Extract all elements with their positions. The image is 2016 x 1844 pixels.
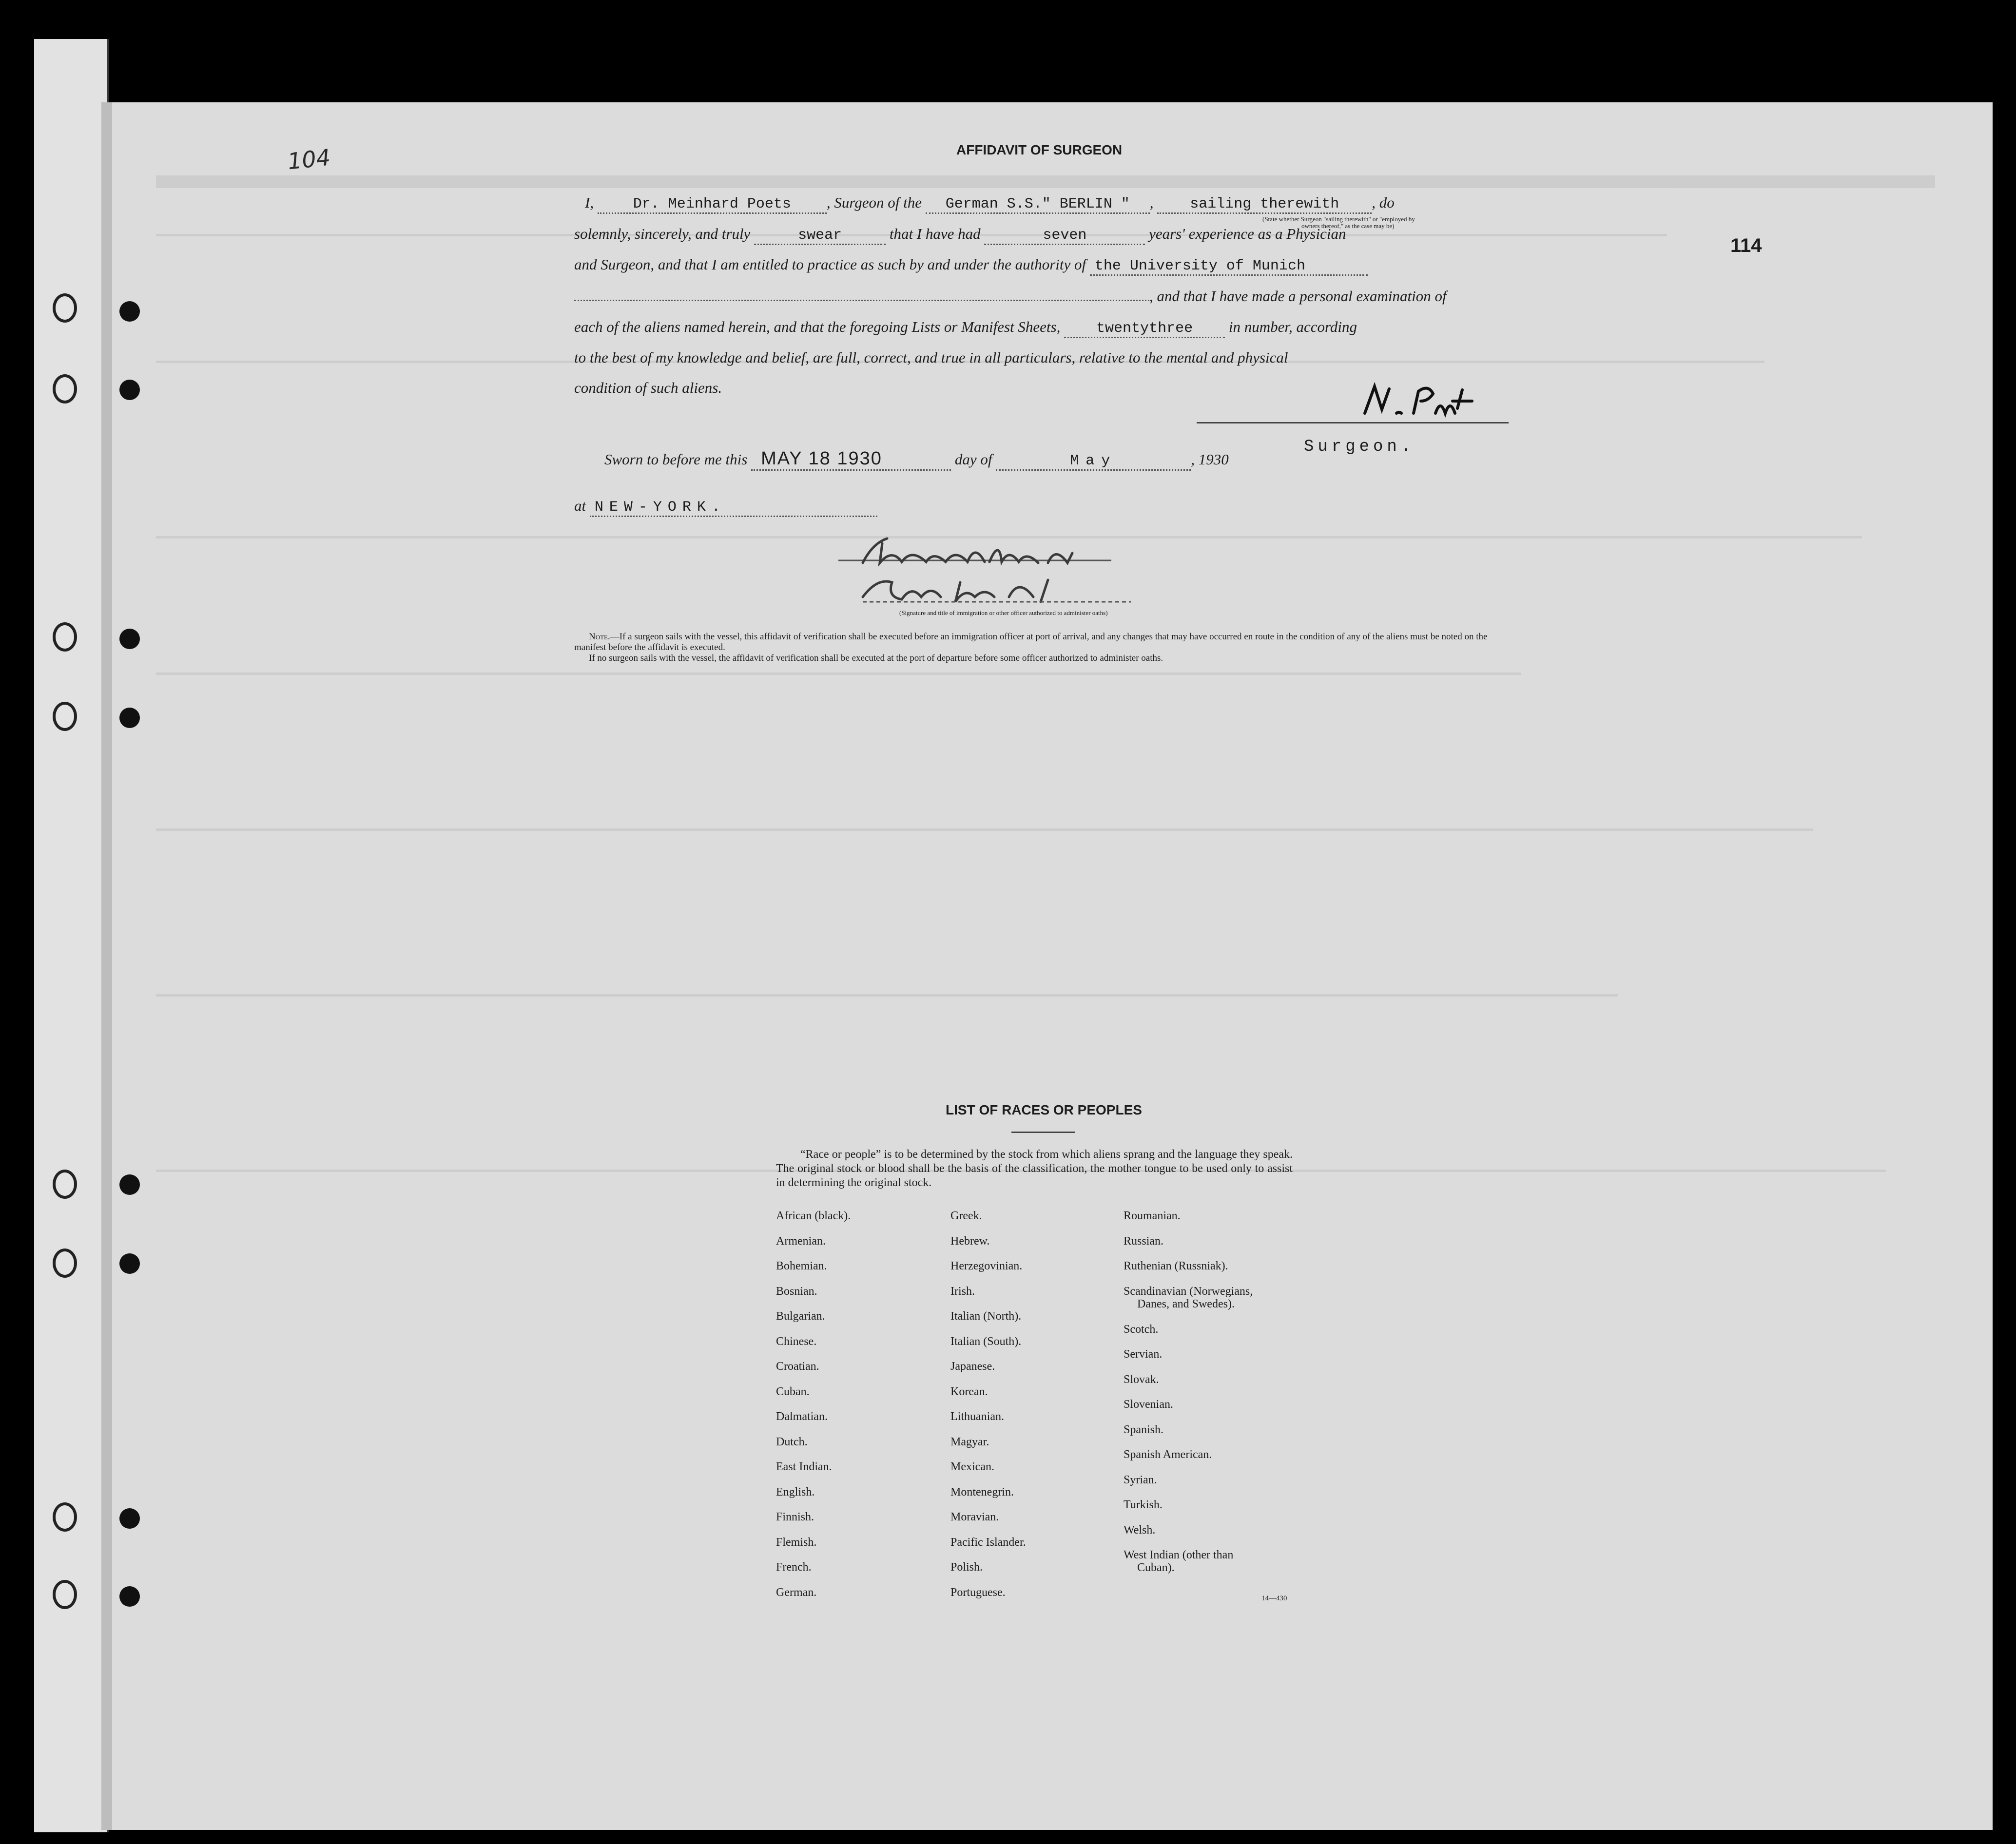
- race-item: Hebrew.: [950, 1234, 990, 1248]
- signature-line: [1197, 422, 1509, 423]
- race-item: Japanese.: [950, 1360, 995, 1373]
- binder-hole: [53, 293, 77, 323]
- text: day of: [954, 451, 992, 468]
- title-rule: [1011, 1132, 1075, 1133]
- affidavit-line-1: [585, 194, 1395, 214]
- binder-hole: [119, 301, 140, 322]
- race-item: Polish.: [950, 1561, 983, 1574]
- date-stamp: MAY 18 1930: [751, 448, 951, 471]
- race-item: Herzegovinian.: [950, 1260, 1023, 1272]
- race-item: Welsh.: [1124, 1523, 1156, 1537]
- race-item: Dutch.: [776, 1435, 808, 1448]
- race-item: Greek.: [950, 1210, 982, 1222]
- place-line: [574, 497, 877, 517]
- race-item: Croatian.: [776, 1360, 819, 1373]
- note-paragraph: If no surgeon sails with the vessel, the affidavit of verification shall be executed at the port of departure before some officer authorized to administer oaths.: [589, 653, 1163, 663]
- binder-hole: [119, 1508, 140, 1529]
- affidavit-line-4: [574, 288, 1447, 305]
- text: , do: [1372, 194, 1395, 211]
- race-item: Finnish.: [776, 1511, 814, 1523]
- binder-hole: [119, 1586, 140, 1607]
- race-item: [1124, 1279, 1253, 1317]
- years-field: seven: [984, 227, 1145, 245]
- race-item: Moravian.: [950, 1511, 999, 1523]
- race-item: Slovenian.: [1124, 1398, 1173, 1411]
- race-item: Lithuanian.: [950, 1410, 1004, 1423]
- oath-field: swear: [754, 227, 886, 245]
- binder-hole: [119, 1253, 140, 1274]
- authority-continued-field: [574, 300, 1149, 301]
- page-edge-shadow: [101, 102, 112, 1830]
- binder-hole: [53, 1502, 77, 1532]
- affidavit-line-6: to the best of my knowledge and belief, are full, correct, and true in all particulars, relative to the mental and physical: [574, 349, 1288, 366]
- race-item: Pacific Islander.: [950, 1536, 1026, 1549]
- sailing-status-note: owners thereof," as the case may be): [1301, 222, 1395, 230]
- binder-hole: [53, 622, 77, 652]
- affidavit-note: [574, 632, 1510, 664]
- race-item-line: Danes, and Swedes).: [1137, 1297, 1235, 1310]
- race-item: East Indian.: [776, 1460, 832, 1473]
- race-item: Montenegrin.: [950, 1485, 1014, 1498]
- text: each of the aliens named herein, and that the foregoing Lists or Manifest Sheets,: [574, 318, 1061, 335]
- race-item: Bohemian.: [776, 1260, 827, 1272]
- races-column-3: [1124, 1204, 1253, 1574]
- surgeon-name-field: Dr. Meinhard Poets: [598, 196, 827, 214]
- race-item-line: Scandinavian (Norwegians,: [1124, 1285, 1253, 1298]
- sworn-line: [604, 448, 1229, 471]
- races-intro: “Race or people” is to be determined by the stock from which aliens sprang and the language they speak. The original stock or blood shall be the basis of the classification, the mother tongue to be used only to assist in determining the original stock.: [776, 1148, 1293, 1189]
- officer-signature: [834, 524, 1145, 609]
- binder-hole: [53, 702, 77, 731]
- text: ,: [1149, 194, 1154, 211]
- binder-hole: [53, 374, 77, 403]
- sheets-count-field: twentythree: [1064, 320, 1225, 338]
- race-item: English.: [776, 1485, 815, 1498]
- affidavit-line-5: [574, 318, 1357, 338]
- surgeon-signature: [1355, 379, 1482, 423]
- month-field: May: [996, 453, 1191, 471]
- page-number: 114: [1730, 235, 1762, 256]
- race-item: Italian (South).: [950, 1335, 1022, 1348]
- note-paragraph: [574, 632, 1510, 653]
- race-item: Bosnian.: [776, 1285, 817, 1298]
- races-title: LIST OF RACES OR PEOPLES: [946, 1102, 1142, 1117]
- race-item: Spanish.: [1124, 1423, 1164, 1436]
- race-item: [1124, 1543, 1253, 1574]
- text: , and that I have made a personal examination of: [1149, 288, 1447, 305]
- binder-hole: [119, 708, 140, 728]
- race-item: Bulgarian.: [776, 1310, 825, 1323]
- authority-field: the University of Munich: [1090, 258, 1368, 276]
- binder-hole: [53, 1249, 77, 1278]
- binder-hole: [119, 629, 140, 649]
- race-item: Portuguese.: [950, 1586, 1006, 1599]
- race-item: Syrian.: [1124, 1473, 1157, 1486]
- race-item: Chinese.: [776, 1335, 817, 1348]
- text: in number, according: [1228, 318, 1357, 335]
- binder-hole: [119, 380, 140, 400]
- race-item: African (black).: [776, 1210, 851, 1222]
- race-item: Russian.: [1124, 1234, 1164, 1248]
- text: at: [574, 497, 586, 514]
- race-item: Armenian.: [776, 1234, 826, 1248]
- race-item: French.: [776, 1561, 812, 1574]
- note-label: Note.: [589, 632, 610, 642]
- race-item: Cuban.: [776, 1385, 810, 1398]
- note-text: —If a surgeon sails with the vessel, this affidavit of verification shall be executed before an immigration officer at port of arrival, and any changes that may have occurred en route in the condition of any of the aliens must be noted on the manifest before the affidavit is executed.: [574, 632, 1488, 653]
- form-number: 14—430: [1261, 1594, 1287, 1602]
- race-item: Irish.: [950, 1285, 975, 1298]
- sailing-status-field: sailing therewith: [1157, 196, 1372, 214]
- race-item: Ruthenian (Russniak).: [1124, 1260, 1228, 1272]
- text: that I have had: [889, 225, 981, 242]
- race-item: Magyar.: [950, 1435, 989, 1448]
- race-item: Turkish.: [1124, 1498, 1163, 1511]
- race-item-line: West Indian (other than: [1124, 1549, 1234, 1561]
- affidavit-line-7: condition of such aliens.: [574, 379, 722, 396]
- affidavit-line-3: [574, 256, 1368, 276]
- binder-hole: [53, 1580, 77, 1609]
- affidavit-title: AFFIDAVIT OF SURGEON: [956, 142, 1123, 157]
- affidavit-line-2: [574, 225, 1346, 245]
- sailing-status-note: (State whether Surgeon "sailing therewith" or "employed by: [1262, 215, 1415, 223]
- ship-name-field: German S.S." BERLIN ": [926, 196, 1150, 214]
- race-item: Italian (North).: [950, 1310, 1022, 1323]
- binder-hole: [119, 1174, 140, 1195]
- text: and Surgeon, and that I am entitled to practice as such by and under the authority of: [574, 256, 1086, 273]
- race-item: Spanish American.: [1124, 1448, 1212, 1461]
- race-item: Mexican.: [950, 1460, 994, 1473]
- race-item-line: Cuban).: [1137, 1561, 1175, 1574]
- text: , 1930: [1191, 451, 1229, 468]
- race-item: German.: [776, 1586, 817, 1599]
- binder-hole: [53, 1170, 77, 1199]
- place-field: NEW-YORK.: [590, 499, 877, 517]
- surgeon-label: Surgeon.: [1304, 438, 1415, 456]
- text: solemnly, sincerely, and truly: [574, 225, 751, 242]
- text: I,: [585, 194, 594, 211]
- officer-caption: (Signature and title of immigration or other officer authorized to administer oaths): [899, 609, 1108, 616]
- race-item: Flemish.: [776, 1536, 817, 1549]
- race-item: Scotch.: [1124, 1323, 1159, 1336]
- races-column-1: [776, 1204, 851, 1605]
- race-item: Slovak.: [1124, 1373, 1159, 1386]
- race-item: Korean.: [950, 1385, 988, 1398]
- text: years' experience as a Physician: [1149, 225, 1346, 242]
- text: Sworn to before me this: [604, 451, 748, 468]
- race-item: Dalmatian.: [776, 1410, 828, 1423]
- race-item: Servian.: [1124, 1348, 1163, 1361]
- race-item: Roumanian.: [1124, 1210, 1181, 1222]
- handwritten-page-ref: 104: [286, 144, 332, 175]
- text: , Surgeon of the: [826, 194, 922, 211]
- races-column-2: [950, 1204, 1026, 1605]
